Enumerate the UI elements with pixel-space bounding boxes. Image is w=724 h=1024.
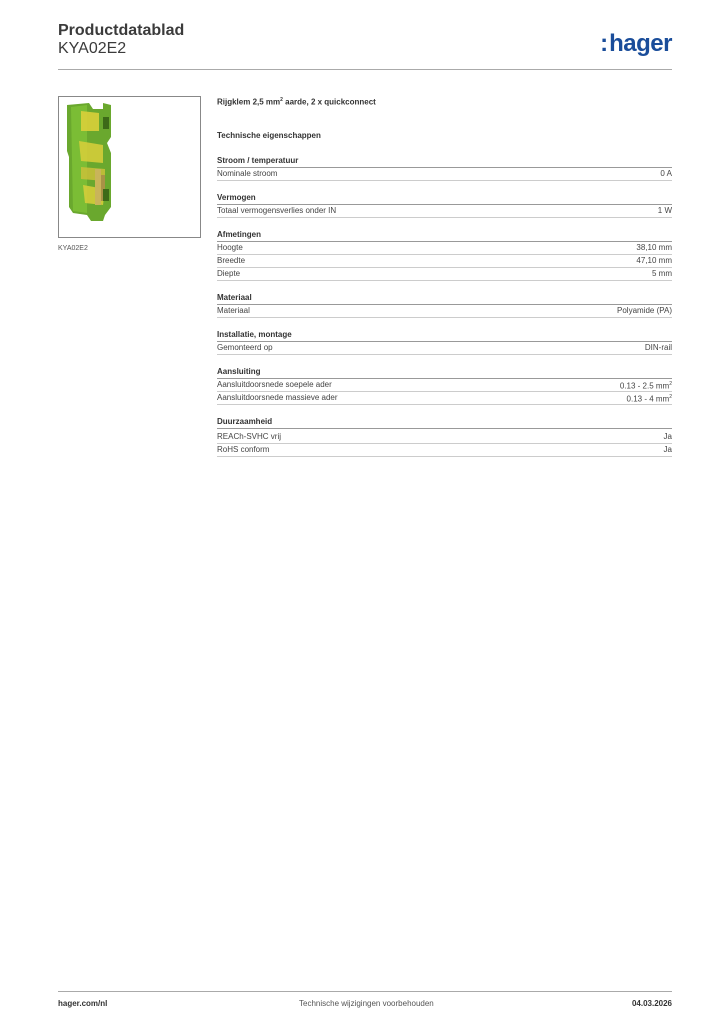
section-title: Vermogen — [217, 192, 672, 205]
property-row: Totaal vermogensverlies onder IN 1 W — [217, 205, 672, 218]
terminal-block-image — [59, 97, 200, 237]
footer-date: 04.03.2026 — [631, 999, 672, 1008]
property-row: Gemonteerd op DIN-rail — [217, 342, 672, 355]
section-power — [217, 192, 672, 218]
section-title: Duurzaamheid — [217, 416, 672, 429]
footer-website-link[interactable]: hager.com/nl — [58, 999, 108, 1008]
property-row: Materiaal Polyamide (PA) — [217, 305, 672, 318]
section-current-temperature — [217, 155, 672, 181]
section-connection — [217, 366, 672, 405]
property-row: REACh-SVHC vrij Ja — [217, 431, 672, 444]
footer-note: Technische wijzigingen voorbehouden — [299, 999, 434, 1008]
section-dimensions — [217, 229, 672, 281]
product-image — [58, 96, 201, 238]
document-title: Productdatablad — [58, 22, 185, 39]
property-row: Aansluitdoorsnede soepele ader 0.13 - 2.5 $mm^2$ — [217, 380, 672, 391]
section-title: Stroom / temperatuur — [217, 155, 672, 168]
property-row: Nominale stroom 0 A — [217, 168, 672, 181]
page-header — [58, 20, 672, 70]
section-title: Installatie, montage — [217, 329, 672, 342]
property-row: Breedte 47,10 mm — [217, 255, 672, 268]
section-title: Afmetingen — [217, 229, 672, 242]
logo-dots-icon: : — [600, 30, 609, 57]
property-row: Diepte 5 mm — [217, 268, 672, 281]
section-sustainability — [217, 416, 672, 457]
hager-logo: :hager — [600, 30, 672, 57]
section-installation — [217, 329, 672, 355]
technical-properties-title: Technische eigenschappen — [217, 131, 321, 140]
product-details — [217, 94, 672, 468]
section-title: Aansluiting — [217, 366, 672, 379]
article-code: KYA02E2 — [58, 40, 127, 57]
property-row: Aansluitdoorsnede massieve ader 0.13 - 4 $mm^2$ — [217, 393, 672, 404]
header-divider — [58, 69, 672, 70]
property-row: RoHS conform Ja — [217, 444, 672, 457]
image-caption: KYA02E2 — [58, 245, 88, 252]
footer-divider — [58, 991, 672, 992]
section-title: Materiaal — [217, 292, 672, 305]
product-description: Rijgklem 2,5 $mm^2$ aarde, 2 x quickconnect — [217, 97, 376, 107]
property-row: Hoogte 38,10 mm — [217, 242, 672, 255]
section-material — [217, 292, 672, 318]
